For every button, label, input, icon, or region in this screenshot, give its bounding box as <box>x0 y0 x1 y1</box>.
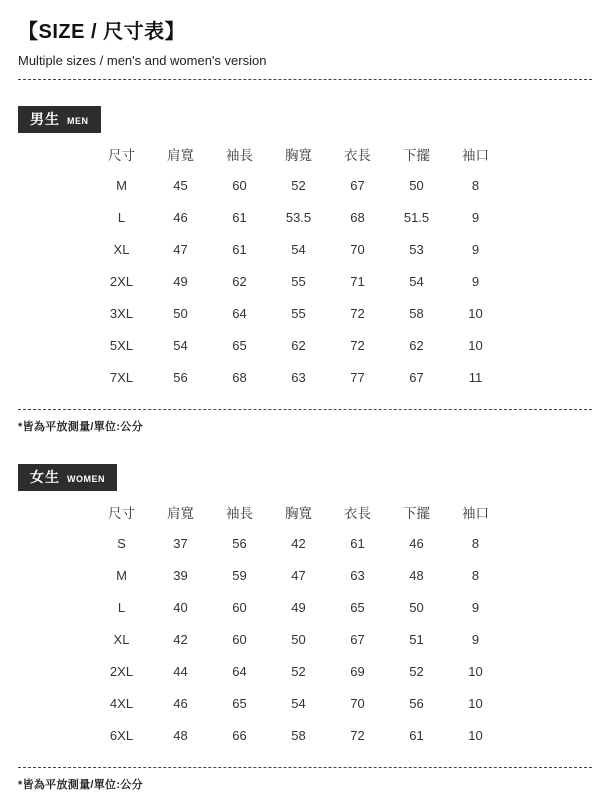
measurement-value: 64 <box>232 305 247 321</box>
table-row <box>92 201 505 233</box>
measurement-value: 67 <box>350 177 365 193</box>
column-header: 袖口 <box>462 506 489 521</box>
measurement-value: 62 <box>409 337 424 353</box>
size-label: 2XL <box>109 663 134 679</box>
measurement-value: 53.5 <box>285 209 312 225</box>
size-label: M <box>116 567 127 583</box>
measurement-value: 50 <box>291 631 306 647</box>
table-row <box>92 527 505 559</box>
column-header: 胸寬 <box>285 148 312 163</box>
column-header: 肩寬 <box>167 506 194 521</box>
measurement-value: 54 <box>291 241 306 257</box>
measurement-value: 61 <box>409 727 424 743</box>
measurement-value: 45 <box>173 177 188 193</box>
size-label: M <box>116 177 127 193</box>
men-badge-label-en: MEN <box>67 116 89 126</box>
measurement-note-women: *皆為平放測量/單位:公分 <box>18 779 143 791</box>
measurement-value: 47 <box>291 567 306 583</box>
size-label: XL <box>113 241 130 257</box>
measurement-value: 42 <box>173 631 188 647</box>
measurement-value: 10 <box>468 305 483 321</box>
measurement-value: 60 <box>232 177 247 193</box>
measurement-value: 40 <box>173 599 188 615</box>
measurement-value: 69 <box>350 663 365 679</box>
size-label: XL <box>113 631 130 647</box>
table-row <box>92 559 505 591</box>
measurement-value: 63 <box>291 369 306 385</box>
column-header: 下擺 <box>403 148 430 163</box>
measurement-value: 54 <box>291 695 306 711</box>
measurement-value: 49 <box>291 599 306 615</box>
measurement-value: 56 <box>232 535 247 551</box>
measurement-value: 42 <box>291 535 306 551</box>
size-label: 4XL <box>109 695 134 711</box>
measurement-value: 66 <box>232 727 247 743</box>
measurement-value: 61 <box>232 209 247 225</box>
column-header: 袖口 <box>462 148 489 163</box>
size-label: 7XL <box>109 369 134 385</box>
measurement-value: 68 <box>232 369 247 385</box>
table-row <box>92 361 505 393</box>
men-badge-label-zh: 男生 <box>30 111 60 127</box>
measurement-value: 8 <box>471 535 480 551</box>
table-row <box>92 169 505 201</box>
measurement-value: 10 <box>468 337 483 353</box>
dashed-divider-bottom <box>18 767 592 768</box>
size-label: 3XL <box>109 305 134 321</box>
measurement-value: 11 <box>468 369 483 385</box>
measurement-value: 58 <box>409 305 424 321</box>
table-row <box>92 687 505 719</box>
women-size-table <box>92 497 505 751</box>
women-section-badge <box>18 464 117 491</box>
measurement-value: 56 <box>409 695 424 711</box>
size-label: L <box>117 599 126 615</box>
measurement-value: 9 <box>471 599 480 615</box>
measurement-value: 54 <box>173 337 188 353</box>
column-header: 袖長 <box>226 148 253 163</box>
men-size-table <box>92 139 505 393</box>
size-label: L <box>117 209 126 225</box>
measurement-value: 55 <box>291 273 306 289</box>
measurement-value: 62 <box>291 337 306 353</box>
table-row <box>92 623 505 655</box>
measurement-value: 52 <box>409 663 424 679</box>
measurement-value: 50 <box>409 599 424 615</box>
column-header: 衣長 <box>344 148 371 163</box>
measurement-value: 72 <box>350 305 365 321</box>
measurement-value: 52 <box>291 663 306 679</box>
measurement-value: 72 <box>350 337 365 353</box>
measurement-value: 50 <box>173 305 188 321</box>
measurement-value: 64 <box>232 663 247 679</box>
measurement-value: 39 <box>173 567 188 583</box>
measurement-value: 68 <box>350 209 365 225</box>
measurement-value: 72 <box>350 727 365 743</box>
table-row <box>92 719 505 751</box>
measurement-value: 51.5 <box>403 209 430 225</box>
column-header: 尺寸 <box>108 148 135 163</box>
size-label: S <box>117 535 126 551</box>
measurement-value: 10 <box>468 727 483 743</box>
women-badge-label-en: WOMEN <box>67 474 105 484</box>
measurement-value: 60 <box>232 599 247 615</box>
men-section-badge <box>18 106 101 133</box>
measurement-value: 10 <box>468 663 483 679</box>
measurement-value: 53 <box>409 241 424 257</box>
measurement-value: 71 <box>350 273 365 289</box>
column-header: 肩寬 <box>167 148 194 163</box>
measurement-value: 61 <box>232 241 247 257</box>
table-row <box>92 329 505 361</box>
measurement-value: 8 <box>471 567 480 583</box>
measurement-value: 51 <box>409 631 424 647</box>
column-header: 胸寬 <box>285 506 312 521</box>
measurement-value: 37 <box>173 535 188 551</box>
measurement-value: 56 <box>173 369 188 385</box>
measurement-value: 77 <box>350 369 365 385</box>
measurement-value: 70 <box>350 695 365 711</box>
column-header: 尺寸 <box>108 506 135 521</box>
table-row <box>92 265 505 297</box>
measurement-value: 48 <box>409 567 424 583</box>
measurement-value: 62 <box>232 273 247 289</box>
page-title: 【SIZE / 尺寸表】 <box>18 21 186 43</box>
measurement-note-men: *皆為平放測量/單位:公分 <box>18 421 143 433</box>
measurement-value: 46 <box>409 535 424 551</box>
table-row <box>92 233 505 265</box>
measurement-value: 9 <box>471 273 480 289</box>
measurement-value: 65 <box>232 695 247 711</box>
measurement-value: 70 <box>350 241 365 257</box>
size-label: 2XL <box>109 273 134 289</box>
measurement-value: 52 <box>291 177 306 193</box>
size-label: 6XL <box>109 727 134 743</box>
measurement-value: 10 <box>468 695 483 711</box>
table-header-row <box>92 497 505 527</box>
measurement-value: 65 <box>232 337 247 353</box>
table-row <box>92 297 505 329</box>
measurement-value: 55 <box>291 305 306 321</box>
page-subtitle: Multiple sizes / men's and women's version <box>18 53 267 68</box>
measurement-value: 50 <box>409 177 424 193</box>
women-badge-label-zh: 女生 <box>30 469 60 485</box>
dashed-divider-top <box>18 79 592 80</box>
table-row <box>92 655 505 687</box>
size-label: 5XL <box>109 337 134 353</box>
measurement-value: 9 <box>471 631 480 647</box>
measurement-value: 46 <box>173 209 188 225</box>
dashed-divider-middle <box>18 409 592 410</box>
measurement-value: 65 <box>350 599 365 615</box>
measurement-value: 47 <box>173 241 188 257</box>
measurement-value: 60 <box>232 631 247 647</box>
measurement-value: 63 <box>350 567 365 583</box>
measurement-value: 67 <box>350 631 365 647</box>
measurement-value: 9 <box>471 241 480 257</box>
column-header: 衣長 <box>344 506 371 521</box>
measurement-value: 9 <box>471 209 480 225</box>
measurement-value: 61 <box>350 535 365 551</box>
measurement-value: 48 <box>173 727 188 743</box>
measurement-value: 67 <box>409 369 424 385</box>
measurement-value: 44 <box>173 663 188 679</box>
column-header: 下擺 <box>403 506 430 521</box>
table-row <box>92 591 505 623</box>
measurement-value: 46 <box>173 695 188 711</box>
measurement-value: 59 <box>232 567 247 583</box>
column-header: 袖長 <box>226 506 253 521</box>
measurement-value: 49 <box>173 273 188 289</box>
measurement-value: 8 <box>471 177 480 193</box>
measurement-value: 58 <box>291 727 306 743</box>
table-header-row <box>92 139 505 169</box>
measurement-value: 54 <box>409 273 424 289</box>
